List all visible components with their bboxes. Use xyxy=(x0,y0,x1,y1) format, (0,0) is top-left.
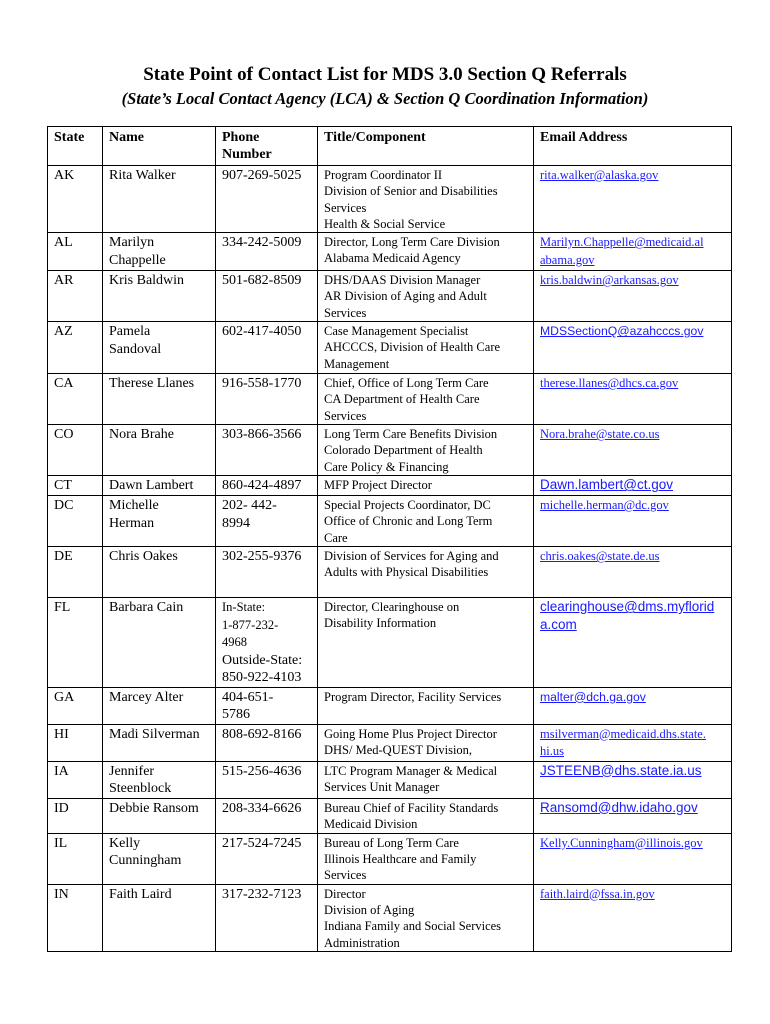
table-row xyxy=(48,884,732,951)
state-cell: IL xyxy=(48,833,103,884)
title-cell: DHS/DAAS Division Manager AR Division of Aging and Adult Services xyxy=(318,271,534,322)
name-cell: Rita Walker xyxy=(103,166,216,233)
table-row xyxy=(48,687,732,724)
phone-cell: 208-334-6626 xyxy=(216,798,318,833)
email-link[interactable]: Kelly.Cunningham@illinois.gov xyxy=(540,835,703,850)
phone-cell: 515-256-4636 xyxy=(216,761,318,798)
email-cell xyxy=(534,271,732,322)
email-link[interactable]: therese.llanes@dhcs.ca.gov xyxy=(540,376,679,391)
title-cell: Program Coordinator II Division of Senior and Disabilities Services Health & Social Service xyxy=(318,166,534,233)
email-cell xyxy=(534,425,732,476)
email-link[interactable]: chris.oakes@state.de.us xyxy=(540,549,660,564)
phone-cell: In-State: 1-877-232- 4968 Outside-State: 850-922-4103 xyxy=(216,598,318,688)
name-cell: Michelle Herman xyxy=(103,496,216,547)
table-row xyxy=(48,374,732,425)
title-cell: Director, Long Term Care Division Alabama Medicaid Agency xyxy=(318,233,534,271)
email-link[interactable]: Nora.brahe@state.co.us xyxy=(540,427,660,442)
state-cell: HI xyxy=(48,724,103,761)
email-cell xyxy=(534,884,732,951)
phone-cell: 303-866-3566 xyxy=(216,425,318,476)
phone-cell: 501-682-8509 xyxy=(216,271,318,322)
email-cell xyxy=(534,496,732,547)
name-cell: Debbie Ransom xyxy=(103,798,216,833)
email-link[interactable]: msilverman@medicaid.dhs.state. hi.us xyxy=(540,726,706,759)
table-row xyxy=(48,271,732,322)
email-link[interactable]: MDSSectionQ@azahcccs.gov xyxy=(540,324,704,339)
title-cell: Chief, Office of Long Term Care CA Department of Health Care Services xyxy=(318,374,534,425)
table-row xyxy=(48,833,732,884)
email-cell xyxy=(534,476,732,496)
table-row xyxy=(48,547,732,598)
title-cell: Director Division of Aging Indiana Family and Social Services Administration xyxy=(318,884,534,951)
header-phone: Phone Number xyxy=(216,127,318,166)
state-cell: AL xyxy=(48,233,103,271)
page-title: State Point of Contact List for MDS 3.0 Section Q Referrals xyxy=(143,64,627,85)
email-link[interactable]: JSTEENB@dhs.state.ia.us xyxy=(540,762,702,778)
title-cell: Bureau Chief of Facility Standards Medicaid Division xyxy=(318,798,534,833)
name-cell: Marcey Alter xyxy=(103,687,216,724)
title-cell: Going Home Plus Project Director DHS/ Med-QUEST Division, xyxy=(318,724,534,761)
table-row xyxy=(48,724,732,761)
state-cell: AK xyxy=(48,166,103,233)
state-cell: CA xyxy=(48,374,103,425)
email-cell xyxy=(534,724,732,761)
email-link[interactable]: malter@dch.ga.gov xyxy=(540,689,646,704)
email-cell xyxy=(534,374,732,425)
phone-cell: 907-269-5025 xyxy=(216,166,318,233)
state-cell: DC xyxy=(48,496,103,547)
name-cell: Chris Oakes xyxy=(103,547,216,598)
name-cell: Jennifer Steenblock xyxy=(103,761,216,798)
header-state: State xyxy=(48,127,103,166)
title-cell: Division of Services for Aging and Adults with Physical Disabilities xyxy=(318,547,534,598)
name-cell: Faith Laird xyxy=(103,884,216,951)
email-link[interactable]: rita.walker@alaska.gov xyxy=(540,168,659,182)
email-link[interactable]: kris.baldwin@arkansas.gov xyxy=(540,273,679,288)
state-cell: FL xyxy=(48,598,103,688)
state-cell: ID xyxy=(48,798,103,833)
table-row xyxy=(48,166,732,233)
email-cell xyxy=(534,547,732,598)
name-cell: Nora Brahe xyxy=(103,425,216,476)
state-cell: AZ xyxy=(48,322,103,374)
title-cell: Director, Clearinghouse on Disability Information xyxy=(318,598,534,688)
name-cell: Marilyn Chappelle xyxy=(103,233,216,271)
email-cell xyxy=(534,798,732,833)
email-link[interactable]: Marilyn.Chappelle@medicaid.al abama.gov xyxy=(540,235,704,267)
name-cell: Pamela Sandoval xyxy=(103,322,216,374)
phone-cell: 202- 442- 8994 xyxy=(216,496,318,547)
email-link[interactable]: Dawn.lambert@ct.gov xyxy=(540,477,674,493)
table-row xyxy=(48,476,732,496)
email-cell xyxy=(534,761,732,798)
table-row xyxy=(48,598,732,688)
phone-cell: 602-417-4050 xyxy=(216,322,318,374)
name-cell: Dawn Lambert xyxy=(103,476,216,496)
table-row xyxy=(48,425,732,476)
title-cell: MFP Project Director xyxy=(318,476,534,496)
state-cell: DE xyxy=(48,547,103,598)
page-subtitle: (State’s Local Contact Agency (LCA) & Section Q Coordination Information) xyxy=(121,89,649,108)
email-cell xyxy=(534,322,732,374)
table-row xyxy=(48,496,732,547)
phone-cell: 317-232-7123 xyxy=(216,884,318,951)
name-cell: Therese Llanes xyxy=(103,374,216,425)
email-cell xyxy=(534,833,732,884)
table-row xyxy=(48,233,732,271)
title-cell: Bureau of Long Term Care Illinois Healthcare and Family Services xyxy=(318,833,534,884)
table-row xyxy=(48,798,732,833)
table-row xyxy=(48,322,732,374)
email-link[interactable]: faith.laird@fssa.in.gov xyxy=(540,886,655,901)
phone-cell: 302-255-9376 xyxy=(216,547,318,598)
name-cell: Barbara Cain xyxy=(103,598,216,688)
state-cell: IA xyxy=(48,761,103,798)
phone-cell: 808-692-8166 xyxy=(216,724,318,761)
name-cell: Kelly Cunningham xyxy=(103,833,216,884)
title-cell: Special Projects Coordinator, DC Office of Chronic and Long Term Care xyxy=(318,496,534,547)
title-cell: Case Management Specialist AHCCCS, Division of Health Care Management xyxy=(318,322,534,374)
email-link[interactable]: Ransomd@dhw.idaho.gov xyxy=(540,799,698,815)
name-cell: Kris Baldwin xyxy=(103,271,216,322)
email-cell xyxy=(534,687,732,724)
name-cell: Madi Silverman xyxy=(103,724,216,761)
state-cell: GA xyxy=(48,687,103,724)
title-cell: Program Director, Facility Services xyxy=(318,687,534,724)
table-row xyxy=(48,761,732,798)
email-link[interactable]: michelle.herman@dc.gov xyxy=(540,498,669,513)
title-cell: Long Term Care Benefits Division Colorado Department of Health Care Policy & Financing xyxy=(318,425,534,476)
header-name: Name xyxy=(103,127,216,166)
title-cell: LTC Program Manager & Medical Services Unit Manager xyxy=(318,761,534,798)
contacts-table xyxy=(47,126,732,952)
state-cell: IN xyxy=(48,884,103,951)
email-cell xyxy=(534,233,732,271)
state-cell: AR xyxy=(48,271,103,322)
state-cell: CT xyxy=(48,476,103,496)
phone-cell: 404-651- 5786 xyxy=(216,687,318,724)
phone-cell: 217-524-7245 xyxy=(216,833,318,884)
state-cell: CO xyxy=(48,425,103,476)
table-header-row xyxy=(48,127,732,166)
phone-cell: 334-242-5009 xyxy=(216,233,318,271)
header-title: Title/Component xyxy=(318,127,534,166)
phone-cell: 916-558-1770 xyxy=(216,374,318,425)
email-link[interactable]: clearinghouse@dms.myflorid a.com xyxy=(540,599,715,632)
phone-cell: 860-424-4897 xyxy=(216,476,318,496)
email-cell xyxy=(534,166,732,233)
header-email: Email Address xyxy=(534,127,732,166)
email-cell xyxy=(534,598,732,688)
